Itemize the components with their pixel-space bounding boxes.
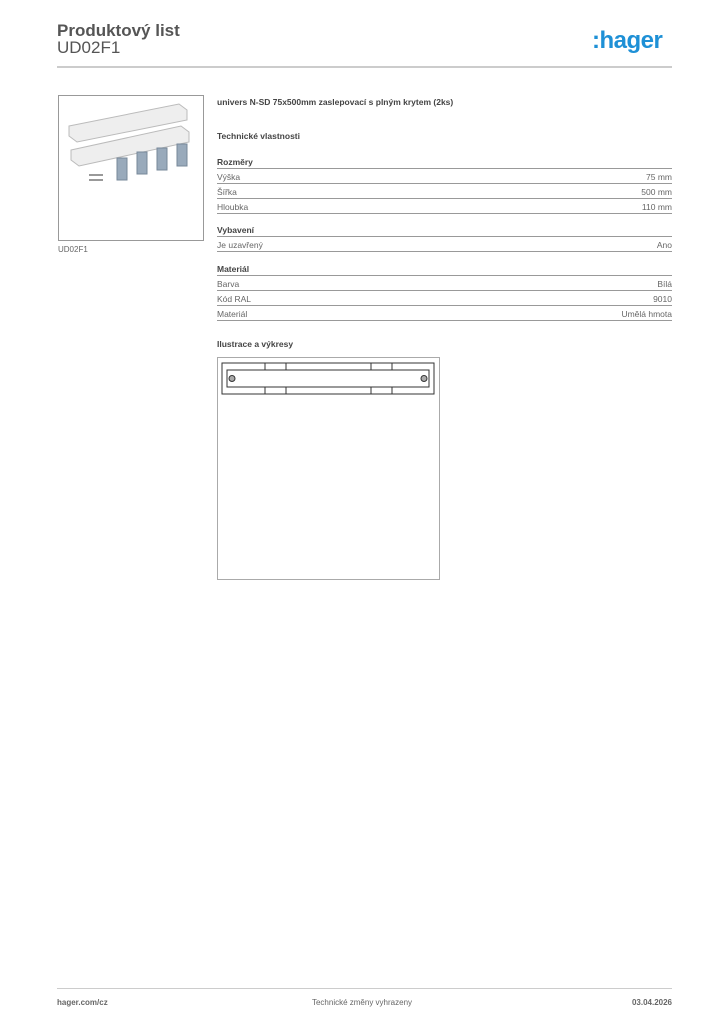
spec-value: 75 mm [646,172,672,182]
spec-value: 110 mm [641,202,672,212]
section-vybaveni: Vybavení [217,222,672,237]
spec-row [217,276,672,291]
illustration-heading: Ilustrace a výkresy [217,339,294,349]
spec-row [217,237,672,252]
page-title: Produktový list [57,21,180,40]
spec-row [217,184,672,199]
spec-label: Kód RAL [217,294,252,304]
spec-label: Barva [217,279,240,289]
spec-label: Hloubka [217,202,249,212]
hager-logo: :hager [592,27,663,54]
spec-row [217,169,672,184]
section-material: Materiál [217,261,672,276]
footer-divider [57,988,672,989]
spec-row [217,306,672,321]
technical-drawing [217,357,440,580]
header-divider [57,66,672,68]
spec-label: Je uzavřený [217,240,263,250]
spec-label: Šířka [217,187,237,197]
image-caption: UD02F1 [58,245,88,254]
spec-row [217,291,672,306]
section-rozmery: Rozměry [217,154,672,169]
spec-value: 500 mm [641,187,672,197]
spec-row [217,199,672,214]
footer-website[interactable]: hager.com/cz [57,998,108,1007]
product-image [58,95,204,241]
spec-label: Materiál [217,309,248,319]
product-code: UD02F1 [57,38,121,57]
spec-value: 9010 [653,294,672,304]
tech-heading: Technické vlastnosti [217,131,300,141]
footer-date: 03.04.2026 [631,998,672,1007]
spec-value: Bílá [657,279,672,289]
product-name: univers N-SD 75x500mm zaslepovací s plným krytem (2ks) [217,97,454,107]
spec-value: Ano [656,240,672,250]
footer-note: Technické změny vyhrazeny [311,998,413,1007]
spec-value: Umělá hmota [621,309,672,319]
spec-label: Výška [217,172,241,182]
